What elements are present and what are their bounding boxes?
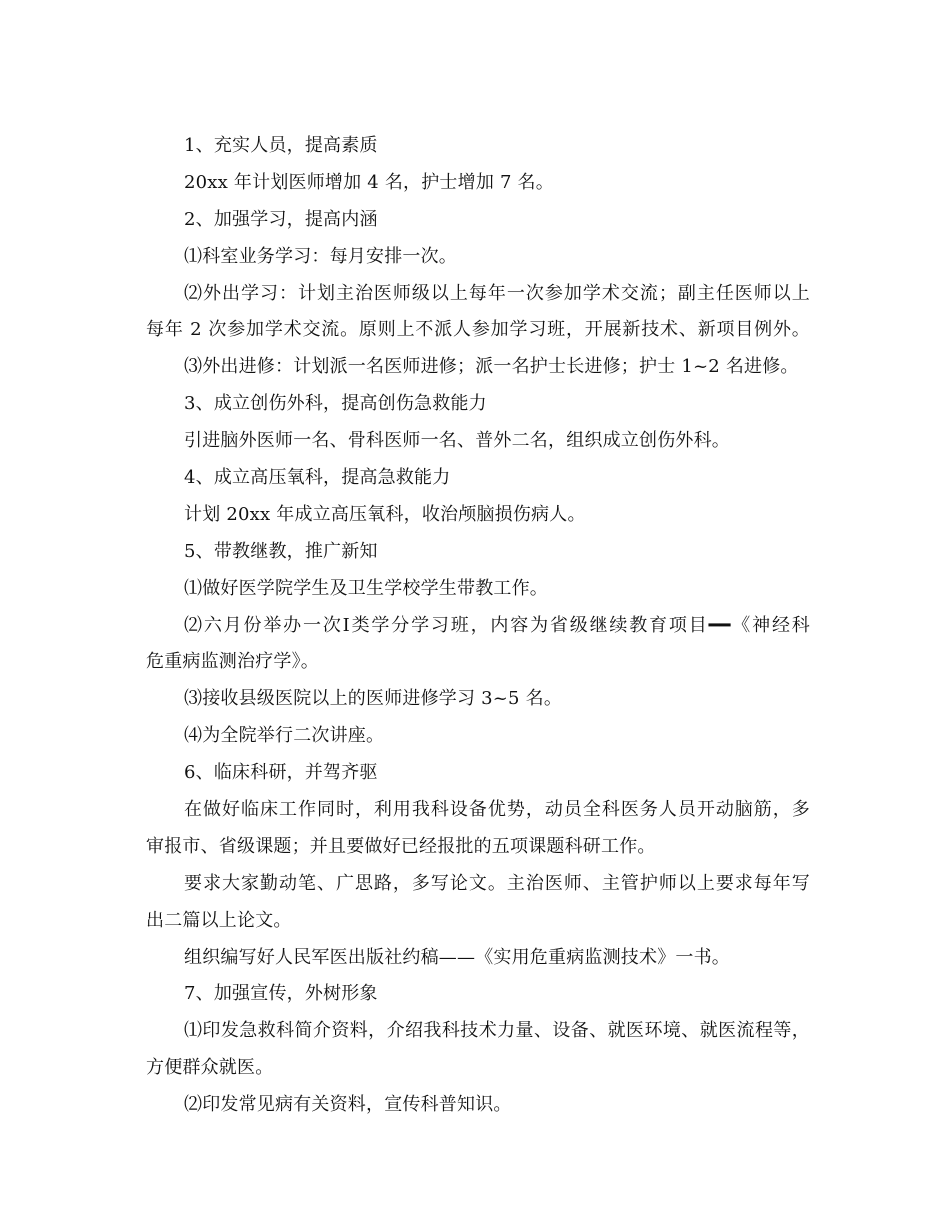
paragraph-continuation: 每年 2 次参加学术交流。原则上不派人参加学习班，开展新技术、新项目例外。: [146, 319, 810, 341]
list-item: ⑷为全院举行二次讲座。: [184, 725, 385, 747]
paragraph-continuation: 危重病监测治疗学》。: [146, 651, 319, 673]
section-heading-3: 3、成立创伤外科，提高创伤急救能力: [184, 393, 487, 415]
section-heading-7: 7、加强宣传，外树形象: [184, 983, 378, 1005]
paragraph-line: 组织编写好人民军医出版社约稿——《实用危重病监测技术》一书。: [184, 946, 730, 968]
list-item: ⑶接收县级医院以上的医师进修学习 3~5 名。: [184, 688, 563, 710]
paragraph-continuation: 出二篇以上论文。: [146, 909, 292, 931]
list-item: ⑶外出进修：计划派一名医师进修；派一名护士长进修；护士 1~2 名进修。: [184, 356, 799, 378]
paragraph-line: 20xx 年计划医师增加 4 名，护士增加 7 名。: [184, 171, 554, 193]
list-item: ⑴印发急救科简介资料，介绍我科技术力量、设备、就医环境、就医流程等，: [184, 1020, 810, 1042]
paragraph-continuation: 审报市、省级课题；并且要做好已经报批的五项课题科研工作。: [146, 835, 656, 857]
section-heading-4: 4、成立高压氧科，提高急救能力: [184, 467, 451, 489]
section-heading-2: 2、加强学习，提高内涵: [184, 208, 378, 230]
section-heading-6: 6、临床科研，并驾齐驱: [184, 762, 378, 784]
list-item: ⑵外出学习：计划主治医师级以上每年一次参加学术交流；副主任医师以上: [184, 282, 810, 304]
paragraph-line: 引进脑外医师一名、骨科医师一名、普外二名，组织成立创伤外科。: [184, 430, 730, 452]
paragraph-line: 在做好临床工作同时，利用我科设备优势，动员全科医务人员开动脑筋，多: [184, 799, 810, 821]
paragraph-continuation: 方便群众就医。: [146, 1057, 274, 1079]
list-item: ⑴科室业务学习：每月安排一次。: [184, 245, 457, 267]
list-item: ⑴做好医学院学生及卫生学校学生带教工作。: [184, 577, 548, 599]
list-item: ⑵六月份举办一次Ⅰ类学分学习班，内容为省级继续教育项目━━《神经科: [184, 614, 810, 636]
section-heading-1: 1、充实人员，提高素质: [184, 135, 378, 156]
section-heading-5: 5、带教继教，推广新知: [184, 540, 378, 562]
document-body: [146, 128, 810, 1124]
list-item: ⑵印发常见病有关资料，宣传科普知识。: [184, 1094, 512, 1116]
paragraph-line: 要求大家勤动笔、广思路，多写论文。主治医师、主管护师以上要求每年写: [184, 872, 810, 894]
paragraph-line: 计划 20xx 年成立高压氧科，收治颅脑损伤病人。: [184, 503, 586, 525]
